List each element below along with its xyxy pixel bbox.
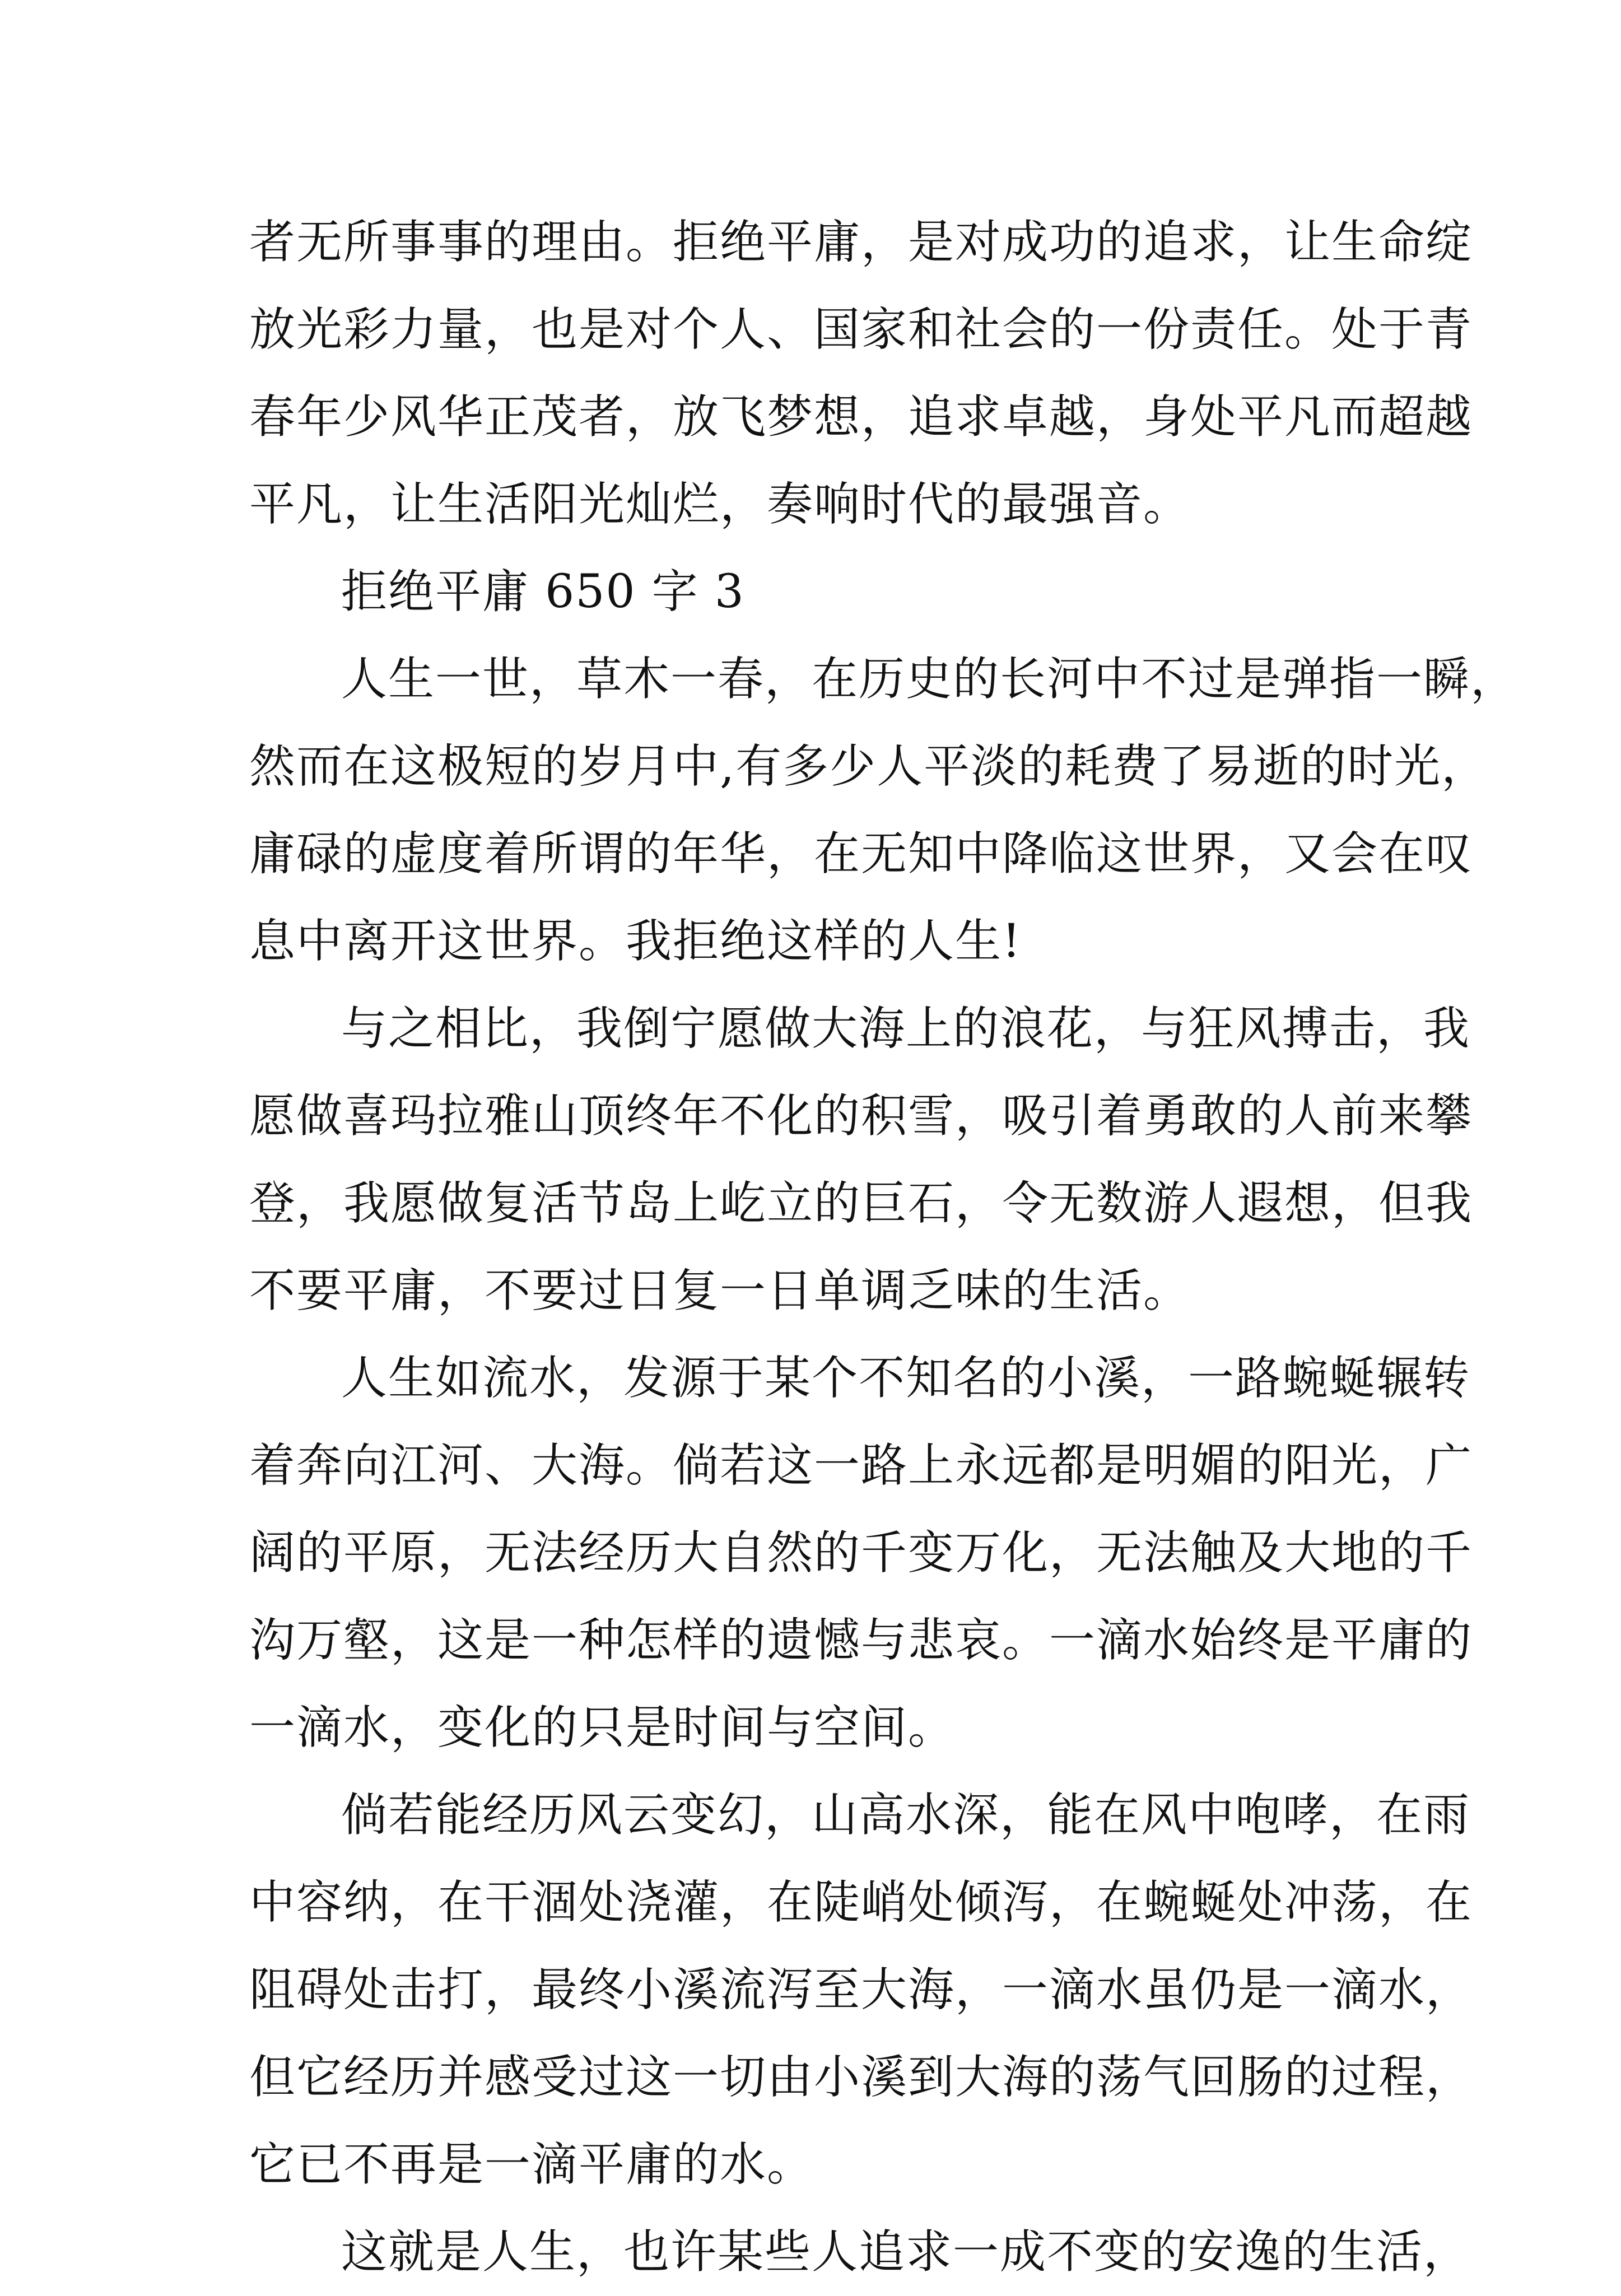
text-line: 一滴水，变化的只是时间与空间。: [249, 1701, 956, 1754]
text-line: 平凡，让生活阳光灿烂，奏响时代的最强音。: [249, 478, 1191, 531]
text-line: 息中离开这世界。我拒绝这样的人生!: [249, 915, 1022, 968]
text-line: 着奔向江河、大海。倘若这一路上永远都是明媚的阳光，广: [249, 1439, 1473, 1492]
text-line: 与之相比，我倒宁愿做大海上的浪花，与狂风搏击，我: [341, 1002, 1471, 1055]
text-line: 人生如流水，发源于某个不知名的小溪，一路蜿蜒辗转: [341, 1352, 1471, 1405]
text-line: 人生一世，草木一春，在历史的长河中不过是弹指一瞬，: [341, 653, 1518, 706]
text-line: 者无所事事的理由。拒绝平庸，是对成功的追求，让生命绽: [249, 216, 1473, 269]
text-line: 倘若能经历风云变幻，山高水深，能在风中咆哮，在雨: [341, 1789, 1471, 1842]
text-line: 然而在这极短的岁月中,有多少人平淡的耗费了易逝的时光，: [249, 740, 1489, 793]
text-line: 阻碍处击打，最终小溪流泻至大海，一滴水虽仍是一滴水，: [249, 1963, 1473, 2016]
text-line: 愿做喜玛拉雅山顶终年不化的积雪，吸引着勇敢的人前来攀: [249, 1089, 1473, 1143]
text-line: 它已不再是一滴平庸的水。: [249, 2138, 814, 2191]
text-line: 庸碌的虚度着所谓的年华，在无知中降临这世界，又会在叹: [249, 827, 1473, 881]
text-line: 春年少风华正茂者，放飞梦想，追求卓越，身处平凡而超越: [249, 390, 1473, 444]
text-line: 不要平庸，不要过日复一日单调乏味的生活。: [249, 1264, 1191, 1317]
text-line: 沟万壑，这是一种怎样的遗憾与悲哀。一滴水始终是平庸的: [249, 1614, 1473, 1667]
text-line: 阔的平原，无法经历大自然的千变万化，无法触及大地的千: [249, 1526, 1473, 1580]
document-body: [249, 199, 1518, 2296]
text-line: 放光彩力量，也是对个人、国家和社会的一份责任。处于青: [249, 303, 1473, 356]
section-heading: 拒绝平庸 650 字 3: [341, 565, 745, 618]
text-line: 但它经历并感受过这一切由小溪到大海的荡气回肠的过程，: [249, 2051, 1473, 2104]
text-line: 登，我愿做复活节岛上屹立的巨石，令无数游人遐想，但我: [249, 1177, 1473, 1230]
text-line: 中容纳，在干涸处浇灌，在陡峭处倾泻，在蜿蜒处冲荡，在: [249, 1876, 1473, 1929]
text-line: 这就是人生，也许某些人追求一成不变的安逸的生活，: [341, 2225, 1471, 2279]
